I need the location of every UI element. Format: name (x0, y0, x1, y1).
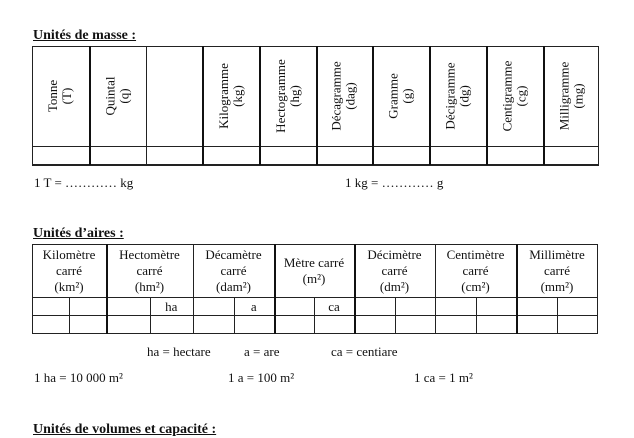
legend-centiare: ca = centiare (331, 344, 398, 359)
mass-column-label: Gramme (g) (385, 73, 415, 119)
mass-column-label: Décagramme (dag) (329, 61, 359, 131)
mass-column-label: Décigramme (dg) (442, 62, 472, 130)
mass-column-label: Tonne (T) (45, 79, 75, 113)
mass-column-header (372, 46, 429, 146)
mass-table (32, 46, 599, 165)
legend-hectare: ha = hectare (147, 344, 211, 359)
area-row-divider (32, 315, 598, 316)
mass-column-header (32, 46, 89, 146)
area-column-header: Kilomètre carré (km²) (42, 246, 96, 294)
legend-are: a = are (244, 344, 280, 359)
mass-column-label: Kilogramme (kg) (215, 63, 245, 129)
mass-column-header (146, 46, 202, 146)
area-subcolumn-divider (557, 297, 558, 334)
area-column-header: Hectomètre carré (hm²) (119, 246, 180, 294)
equivalence-are: 1 a = 100 m² (228, 370, 295, 385)
mass-conversion-kg: 1 kg = ………… g (345, 175, 444, 190)
mass-column-header (429, 46, 486, 146)
mass-column-header (259, 46, 316, 146)
area-table (32, 244, 598, 334)
area-column-header: Centimètre carré (cm²) (446, 246, 505, 294)
area-subcolumn-divider (395, 297, 396, 334)
volume-heading: Unités de volumes et capacité : (33, 422, 217, 437)
mass-column-header (89, 46, 146, 146)
mass-column-label: Centigramme (cg) (499, 60, 529, 132)
mass-column-header (543, 46, 599, 146)
mass-column-label: Milligramme (mg) (556, 61, 586, 131)
mass-column-label: Hectogramme (hg) (272, 59, 302, 133)
mass-column-header (202, 46, 259, 146)
area-heading: Unités d’aires : (33, 226, 124, 241)
area-column-header: Mètre carré (m²) (283, 254, 345, 286)
equivalence-centiare: 1 ca = 1 m² (414, 370, 473, 385)
area-unit-label: ha (165, 299, 178, 314)
mass-column-label: Quintal (q) (102, 76, 132, 116)
mass-conversion-ton: 1 T = ………… kg (34, 175, 134, 190)
area-column-header: Millimètre carré (mm²) (529, 246, 585, 294)
mass-column-header (316, 46, 372, 146)
mass-column-header (486, 46, 543, 146)
area-subcolumn-divider (69, 297, 70, 334)
area-column-header: Décamètre carré (dam²) (205, 246, 262, 294)
area-subcolumn-divider (476, 297, 477, 334)
area-unit-label: ca (328, 299, 340, 314)
mass-heading: Unités de masse : (33, 28, 137, 43)
area-unit-label: a (250, 299, 257, 314)
equivalence-hectare: 1 ha = 10 000 m² (34, 370, 123, 385)
area-column-header: Décimètre carré (dm²) (367, 246, 422, 294)
area-row-divider (32, 297, 598, 298)
